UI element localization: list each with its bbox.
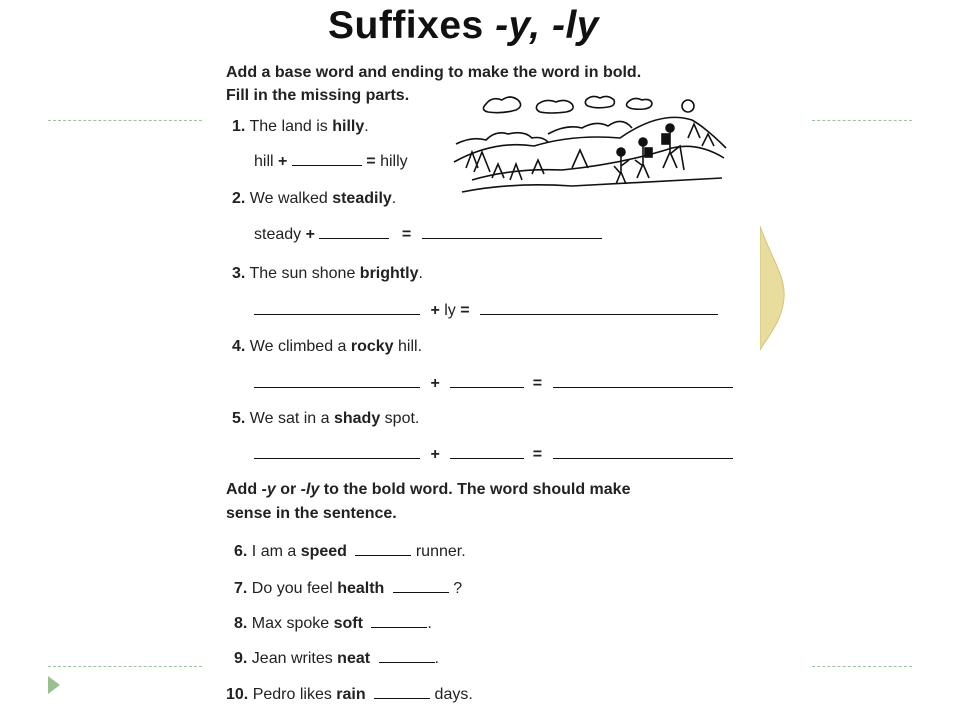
- answer-blank-3b[interactable]: [480, 302, 718, 315]
- answer-blank-1a[interactable]: [292, 153, 362, 166]
- worksheet-title: Suffixes -y, -ly: [328, 4, 599, 47]
- answer-blank-7[interactable]: [393, 580, 449, 593]
- answer-blank-4a[interactable]: [254, 375, 420, 388]
- decorative-divider-bottom-left: [48, 666, 202, 667]
- answer-blank-8[interactable]: [371, 615, 427, 628]
- question-2: 2. We walked steadily.: [232, 190, 397, 207]
- answer-blank-10[interactable]: [374, 686, 430, 699]
- answer-blank-4b[interactable]: [450, 375, 524, 388]
- decorative-divider-top-left: [48, 120, 202, 121]
- question-10: 10. Pedro likes rain days.: [226, 686, 473, 703]
- instructions-part-1: Add a base word and ending to make the word in bold.: [226, 64, 642, 81]
- question-8: 8. Max spoke soft .: [234, 615, 432, 632]
- answer-blank-5c[interactable]: [553, 446, 733, 459]
- question-6: 6. I am a speed runner.: [234, 543, 466, 560]
- answer-blank-6[interactable]: [355, 543, 411, 556]
- equation-3: + ly =: [254, 302, 718, 320]
- question-4: 4. We climbed a rocky hill.: [232, 338, 423, 355]
- question-7: 7. Do you feel health ?: [234, 580, 463, 597]
- instructions-part-2: Add -y or -ly to the bold word. The word should make: [226, 481, 631, 498]
- question-9: 9. Jean writes neat .: [234, 650, 439, 667]
- decorative-divider-top-right: [812, 120, 912, 121]
- answer-blank-5a[interactable]: [254, 446, 420, 459]
- decorative-divider-bottom-right: [812, 666, 912, 667]
- answer-blank-2b[interactable]: [422, 226, 602, 239]
- play-arrow-icon[interactable]: [48, 676, 60, 694]
- equation-2: steady + =: [254, 226, 602, 244]
- answer-blank-3a[interactable]: [254, 302, 420, 315]
- hikers-illustration: [452, 92, 732, 210]
- equation-4: + =: [254, 375, 733, 393]
- answer-blank-4c[interactable]: [553, 375, 733, 388]
- leaf-decoration: [760, 226, 786, 350]
- instructions-part-2-line-2: sense in the sentence.: [226, 505, 397, 522]
- equation-5: + =: [254, 446, 733, 464]
- question-1: 1. The land is hilly.: [232, 118, 369, 135]
- question-5: 5. We sat in a shady spot.: [232, 410, 420, 427]
- worksheet: [220, 0, 760, 720]
- instructions-part-1-line-2: Fill in the missing parts.: [226, 87, 410, 104]
- equation-1: hill + = hilly: [254, 153, 408, 170]
- question-3: 3. The sun shone brightly.: [232, 265, 423, 282]
- answer-blank-2a[interactable]: [319, 226, 389, 239]
- answer-blank-5b[interactable]: [450, 446, 524, 459]
- answer-blank-9[interactable]: [379, 650, 435, 663]
